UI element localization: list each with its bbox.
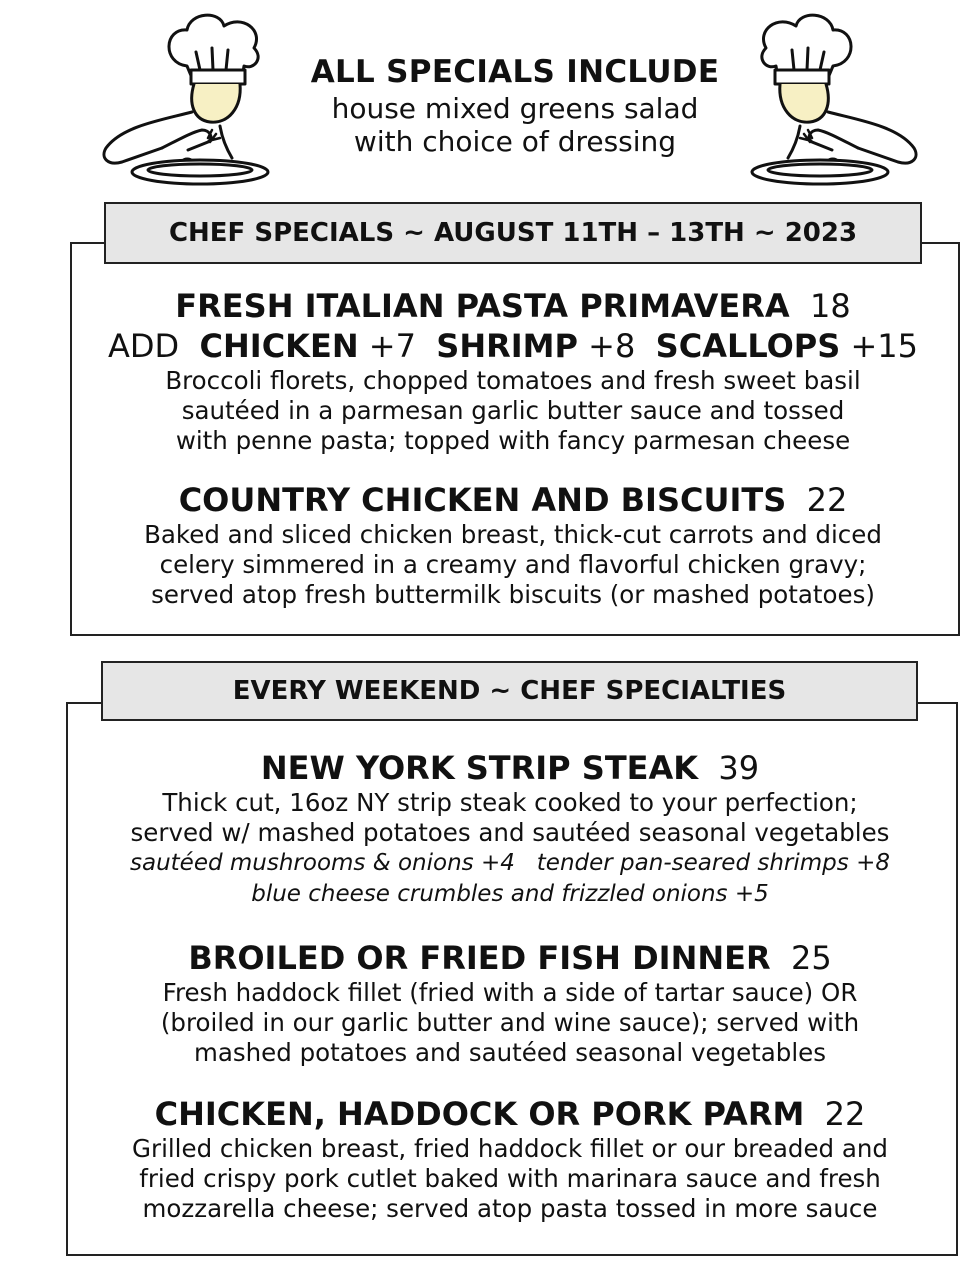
menu-item-ny-strip-steak bbox=[66, 748, 954, 910]
item-price: 25 bbox=[790, 939, 832, 977]
addon-shrimp: SHRIMP bbox=[436, 327, 578, 365]
addon-prefix: ADD bbox=[108, 327, 180, 365]
item-desc-line: Broccoli florets, chopped tomatoes and fresh sweet basil bbox=[165, 366, 861, 395]
item-title bbox=[66, 938, 954, 978]
item-desc-line: sautéed in a parmesan garlic butter sauce and tossed bbox=[181, 396, 845, 425]
header-line-2: with choice of dressing bbox=[353, 125, 677, 158]
menu-item-pasta-primavera bbox=[70, 286, 956, 456]
item-desc-line: Baked and sliced chicken breast, thick-cut carrots and diced bbox=[144, 520, 882, 549]
item-title bbox=[66, 748, 954, 788]
item-title bbox=[70, 286, 956, 326]
item-desc-line: celery simmered in a creamy and flavorful chicken gravy; bbox=[159, 550, 867, 579]
header-line-1: house mixed greens salad bbox=[331, 92, 699, 125]
item-desc-line: mozzarella cheese; served atop pasta tossed in more sauce bbox=[142, 1194, 878, 1223]
item-desc-line: mashed potatoes and sautéed seasonal vegetables bbox=[194, 1038, 826, 1067]
item-price: 22 bbox=[806, 481, 848, 519]
menu-item-fish-dinner bbox=[66, 938, 954, 1068]
item-name: NEW YORK STRIP STEAK bbox=[260, 749, 699, 787]
addon-chicken-price: +7 bbox=[368, 327, 416, 365]
item-desc-line: served atop fresh buttermilk biscuits (or mashed potatoes) bbox=[151, 580, 875, 609]
item-desc-line: Thick cut, 16oz NY strip steak cooked to your perfection; bbox=[162, 788, 858, 817]
item-name: FRESH ITALIAN PASTA PRIMAVERA bbox=[175, 287, 790, 325]
item-desc-line: with penne pasta; topped with fancy parmesan cheese bbox=[175, 426, 851, 455]
addon-chicken: CHICKEN bbox=[199, 327, 359, 365]
header-title: ALL SPECIALS INCLUDE bbox=[310, 54, 720, 90]
item-extra-line: sautéed mushrooms & onions +4 tender pan-seared shrimps +8 bbox=[130, 850, 890, 876]
menu-item-chicken-biscuits bbox=[70, 480, 956, 610]
item-desc-line: served w/ mashed potatoes and sautéed seasonal vegetables bbox=[130, 818, 890, 847]
chef-left-icon bbox=[92, 8, 272, 193]
item-name: COUNTRY CHICKEN AND BISCUITS bbox=[178, 481, 787, 519]
item-name: CHICKEN, HADDOCK OR PORK PARM bbox=[154, 1095, 805, 1133]
item-desc-line: Grilled chicken breast, fried haddock fillet or our breaded and bbox=[132, 1134, 888, 1163]
item-price: 18 bbox=[810, 287, 851, 325]
item-desc-line: Fresh haddock fillet (fried with a side of tartar sauce) OR bbox=[162, 978, 858, 1007]
item-price: 39 bbox=[718, 749, 760, 787]
item-desc-line: fried crispy pork cutlet baked with marinara sauce and fresh bbox=[139, 1164, 881, 1193]
addon-scallops: SCALLOPS bbox=[655, 327, 841, 365]
addon-scallops-price: +15 bbox=[850, 327, 918, 365]
chef-right-icon bbox=[748, 8, 928, 193]
item-price: 22 bbox=[824, 1095, 866, 1133]
item-addons bbox=[70, 326, 956, 366]
item-extra-line: blue cheese crumbles and frizzled onions +5 bbox=[251, 881, 769, 907]
specials-include-header bbox=[270, 52, 760, 158]
weekend-specialties-banner: EVERY WEEKEND ~ CHEF SPECIALTIES bbox=[101, 661, 918, 721]
menu-item-parm bbox=[66, 1094, 954, 1224]
chef-specials-banner: CHEF SPECIALS ~ AUGUST 11TH – 13TH ~ 2023 bbox=[104, 202, 922, 264]
item-title bbox=[70, 480, 956, 520]
addon-shrimp-price: +8 bbox=[588, 327, 636, 365]
item-name: BROILED OR FRIED FISH DINNER bbox=[188, 939, 771, 977]
item-desc-line: (broiled in our garlic butter and wine sauce); served with bbox=[160, 1008, 860, 1037]
item-title bbox=[66, 1094, 954, 1134]
